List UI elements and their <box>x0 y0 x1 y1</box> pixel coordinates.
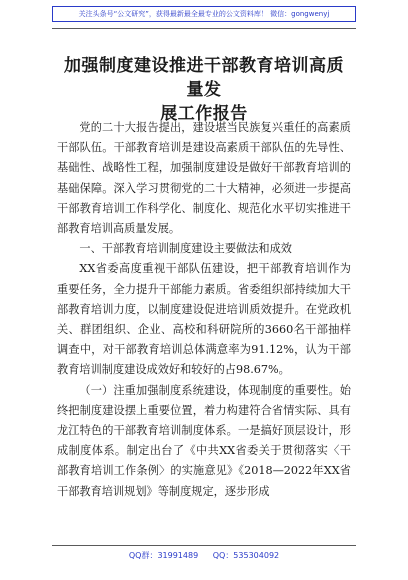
document-body <box>57 118 351 502</box>
paragraph-subsection: （一）注重加强制度系统建设，体现制度的重要性。始终把制度建设摆上重要位置，着力构建符合省情实际、具有龙江特色的干部教育培训制度体系。一是搞好顶层设计，形成制度体系。制定出台了《中共XX省委关于贯彻落实〈干部教育培训工作条例〉的实施意见》《2018—2022年XX省干部教育培训规划》等制度规定，逐步形成 <box>57 383 351 498</box>
title-line-2: 展工作报告 <box>160 104 248 124</box>
footer-qq-group: QQ群：31991489 <box>128 551 199 560</box>
header-banner: 关注头条号“公文研究”，获得最新最全最专业的公文资料库！ 微信：gongwenyj <box>52 6 356 22</box>
document-title <box>56 54 352 126</box>
paragraph-practice: XX省委高度重视干部队伍建设，把干部教育培训作为重要任务，全力提升干部能力素质。省委组织部持续加大干部教育培训力度，以制度建设促进培训质效提升。在党政机关、群团组织、企业、高校和科研院所的3660名干部抽样调查中，对干部教育培训总体满意率为91.12%，认为干部教育培训制度建设成效好和较好的占98.67%。 <box>57 262 351 377</box>
title-line-1: 加强制度建设推进干部教育培训高质量发 <box>64 56 344 100</box>
footer-qq: QQ：535304092 <box>212 551 280 560</box>
footer-divider <box>52 545 356 546</box>
section-heading: 一、干部教育培训制度建设主要做法和成效 <box>79 242 292 256</box>
paragraph-intro: 党的二十大报告提出，建设堪当民族复兴重任的高素质干部队伍。干部教育培训是建设高素质干部队伍的先导性、基础性、战略性工程，加强制度建设是做好干部教育培训的基础保障。深入学习贯彻党的二十大精神，必须进一步提高干部教育培训工作科学化、制度化、规范化水平切实推进干部教育培训高质量发展。 <box>57 121 351 236</box>
footer <box>52 550 356 562</box>
header-divider <box>52 28 356 29</box>
